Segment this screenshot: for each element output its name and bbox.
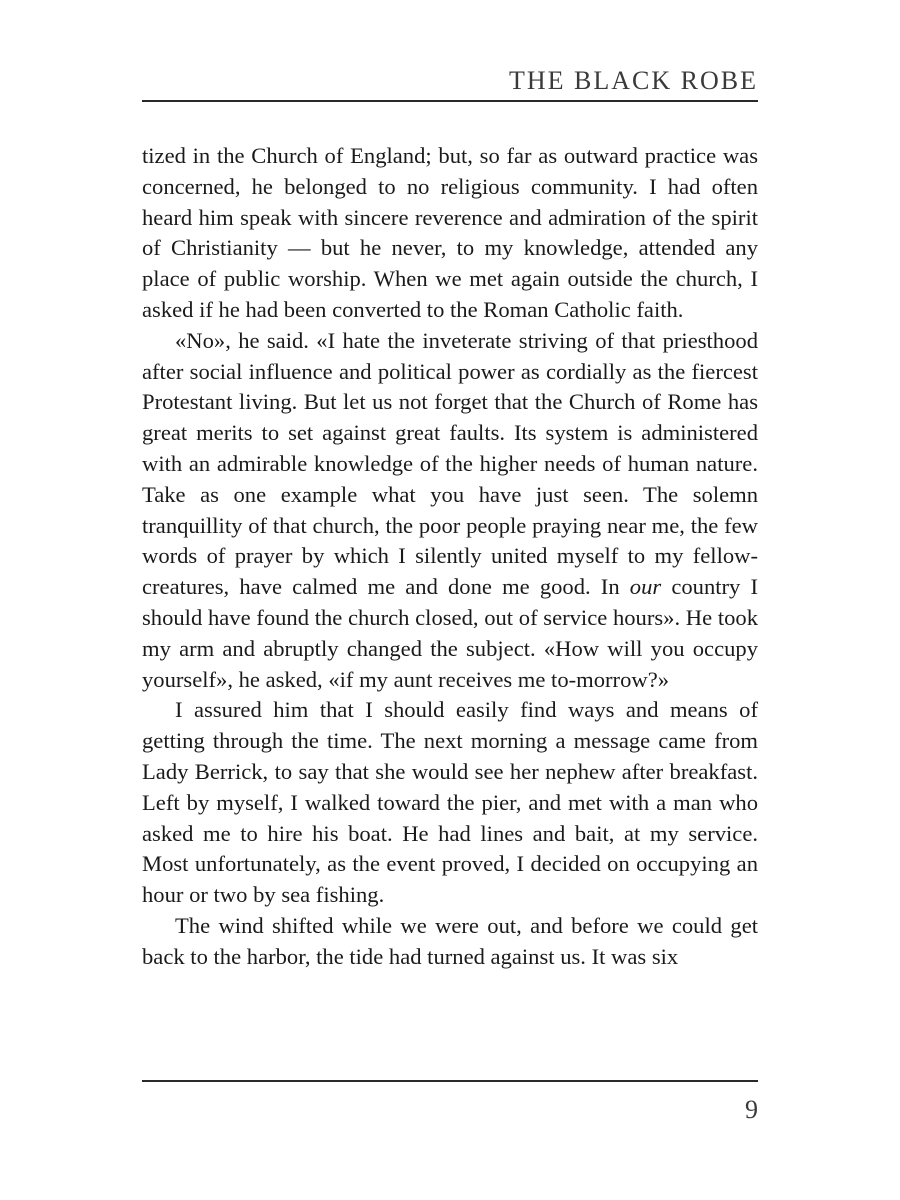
paragraph-1: tized in the Church of England; but, so far as outward practice was concerned, he belonged to no religious community. I had often heard him speak with sincere reverence and admiration of the spirit of Christianity — but he never, to my knowledge, attended any place of public worship. When we met again outside the church, I asked if he had been converted to the Roman Catholic faith.	[142, 143, 758, 322]
emphasis-our: our	[629, 574, 662, 600]
page-number: 9	[745, 1095, 758, 1124]
running-head-title: THE BLACK ROBE	[509, 66, 758, 95]
paragraph-2-text-start: «No», he said. «I hate the inveterate striving of that priesthood after social influence and political power as cordially as the fiercest Protestant living. But let us not forget that the Church of Rome has great merits to set against great faults. Its system is administered with an admirable knowledge of the higher needs of human nature. Take as one example what you have just seen. The solemn tranquillity of that church, the poor people praying near me, the few words of prayer by which I silently united myself to my fellow-creatures, have calmed me and done me good. In	[142, 327, 758, 600]
paragraph-2	[142, 326, 758, 696]
paragraph-2-text-end: country I should have found the church closed, out of service hours». He took my arm and abruptly changed the subject. «How will you occupy yourself», he asked, «if my aunt receives me to-morrow?»	[142, 574, 759, 692]
footer-rule	[142, 1080, 758, 1082]
paragraph-3: I assured him that I should easily find ways and means of getting through the time. The next morning a message came from Lady Berrick, to say that she would see her nephew after breakfast. Left by myself, I walked toward the pier, and met with a man who asked me to hire his boat. He had lines and bait, at my service. Most unfortunately, as the event proved, I decided on occupying an hour or two by sea fishing.	[142, 697, 758, 908]
paragraph-4: The wind shifted while we were out, and before we could get back to the harbor, the tide had turned against us. It was six	[142, 912, 758, 969]
header-rule	[142, 100, 758, 102]
body-text	[142, 141, 758, 973]
